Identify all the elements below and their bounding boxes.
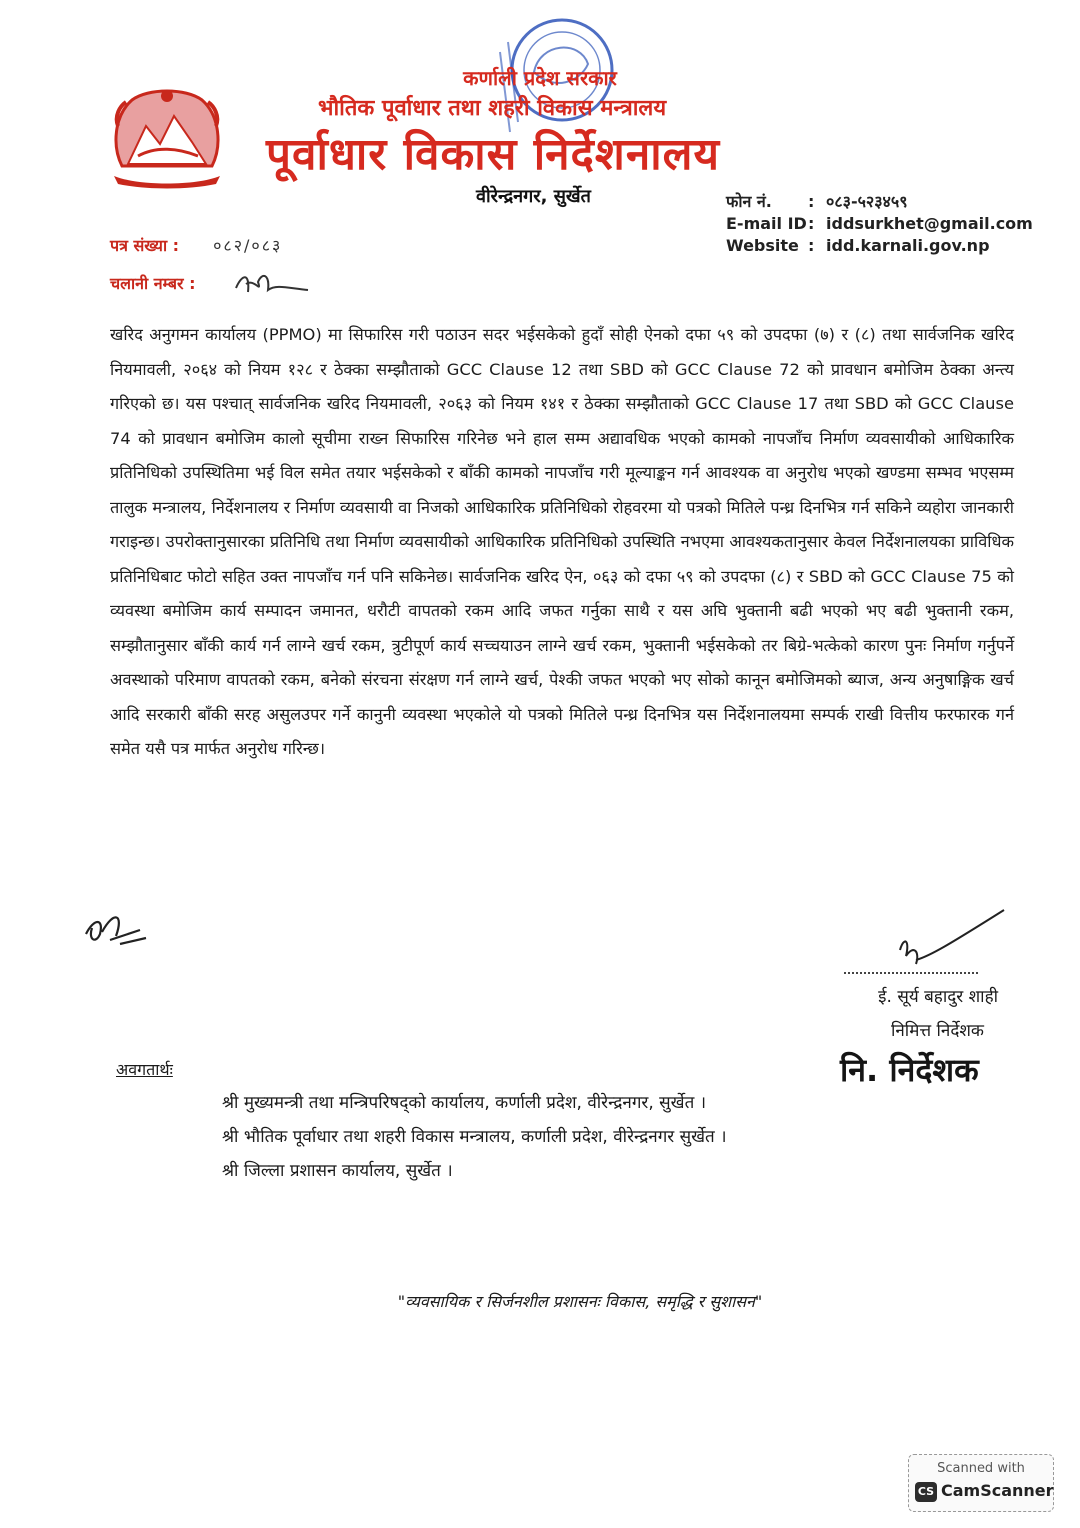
email-label: E-mail ID [726,214,807,233]
handwritten-dispatch-number [232,264,312,300]
signer-title: निमित्त निर्देशक [890,1021,984,1041]
dispatch-number-label: चलानी नम्बर : [110,274,196,293]
signature-scribble [880,900,1010,975]
website-line: Website : idd.karnali.gov.np [726,236,990,255]
phone-value: ०८३-५२३४५९ [826,192,908,211]
signer-name: ई. सूर्य बहादुर शाही [878,987,998,1007]
letter-number [110,234,282,256]
government-name: कर्णाली प्रदेश सरकार [463,66,617,90]
website-label: Website [726,236,799,255]
dispatch-number [110,272,195,294]
website-value: idd.karnali.gov.np [826,236,990,255]
letter-number-label: पत्र संख्या : [110,236,180,255]
cc-recipient: श्री मुख्यमन्त्री तथा मन्त्रिपरिषद्को कार्यालय, कर्णाली प्रदेश, वीरेन्द्रनगर, सुर्खेत । [222,1093,707,1113]
scanner-brand [915,1481,1054,1502]
footer-motto: "व्यवसायिक र सिर्जनशील प्रशासनः विकास, समृद्धि र सुशासन" [397,1292,763,1311]
email-line: E-mail ID: iddsurkhet@gmail.com [726,214,1033,233]
cc-label: अवगतार्थः [116,1060,173,1079]
letter-body: खरिद अनुगमन कार्यालय (PPMO) मा सिफारिस गरी पठाउन सदर भईसकेको हुदाँ सोही ऐनको दफा ५९ को उपदफा (७) र (८) तथा सार्वजनिक खरिद नियमावली, २०६४ को नियम १२८ र ठेक्का सम्झौताको GCC Clause 12 तथा SBD को GCC Clause 72 को प्रावधान बमोजिम ठेक्का अन्त्य गरिएको छ। यस पश्चात् सार्वजनिक खरिद नियमावली, २०६३ को नियम १४१ र ठेक्का सम्झौताको GCC Clause 17 तथा SBD को GCC Clause 74 को प्रावधान बमोजिम कालो सूचीमा राख्न सिफारिस गरिनेछ भने हाल सम्म अद्यावधिक भएको कामको नापजाँच निर्माण व्यवसायीको आधिकारिक प्रतिनिधिको उपस्थितिमा भई विल समेत तयार भईसकेको र बाँकी कामको नापजाँच गरी मूल्याङ्कन गर्न आवश्यक वा अनुरोध भएको खण्डमा सम्भव भएसम्म तालुक मन्त्रालय, निर्देशनालय र निर्माण व्यवसायी वा निजको आधिकारिक प्रतिनिधिको रोहवरमा यो पत्रको मितिले पन्ध्र दिनभित्र गर्न सकिने व्यहोरा जानकारी गराइन्छ। उपरोक्तानुसारका प्रतिनिधि तथा निर्माण व्यवसायीको आधिकारिक प्रतिनिधिको उपस्थिति नभएमा आवश्यकतानुसार केवल निर्देशनालयका प्राविधिक प्रतिनिधिबाट फोटो सहित उक्त नापजाँच गर्न पनि सकिनेछ। सार्वजनिक खरिद ऐन, ०६३ को दफा ५९ को उपदफा (८) र SBD को GCC Clause 75 को व्यवस्था बमोजिम कार्य सम्पादन जमानत, धरौटी वापतको रकम आदि जफत गर्नुका साथै र यस अघि भुक्तानी बढी भएको भए बढी भुक्तानी रकम, सम्झौतानुसार बाँकी कार्य गर्न लाग्ने खर्च रकम, त्रुटीपूर्ण कार्य सच्चयाउन लाग्ने खर्च रकम, भुक्तानी भईसकेको तर बिग्रे-भत्केको कारण पुनः निर्माण गर्नुपर्ने अवस्थाको परिमाण वापतको रकम, बनेको संरचना संरक्षण गर्न लाग्ने खर्च, पेश्की जफत भएको भए सोको कानून बमोजिमको ब्याज, अन्य अनुषाङ्गिक खर्च आदि सरकारी बाँकी सरह असुलउपर गर्ने कानुनी व्यवस्था भएकोले यो पत्रको मितिले पन्ध्र दिनभित्र यस निर्देशनालयमा सम्पर्क राखी वित्तीय फरफारक गर्न समेत यसै पत्र मार्फत अनुरोध गरिन्छ। [110,325,1014,758]
nepal-emblem-icon [108,86,226,190]
scanner-brand-name: CamScanner [941,1481,1054,1500]
office-address: वीरेन्द्रनगर, सुर्खेत [476,186,591,207]
cc-recipient: श्री जिल्ला प्रशासन कार्यालय, सुर्खेत । [222,1161,453,1181]
camscanner-badge [908,1454,1054,1512]
phone-line: फोन नं. : ०८३-५२३४५९ [726,192,908,211]
handwritten-initials [80,904,152,954]
signature-line [844,972,978,974]
email-value: iddsurkhet@gmail.com [826,214,1033,233]
ministry-name: भौतिक पूर्वाधार तथा शहरी विकास मन्त्रालय [318,96,667,121]
department-name: पूर्वाधार विकास निर्देशनालय [266,129,720,180]
camscanner-logo-icon: CS [915,1482,937,1502]
scanner-caption: Scanned with [937,1461,1025,1476]
phone-label: फोन नं. [726,192,772,211]
designation-stamp: नि. निर्देशक [840,1051,979,1089]
letter-number-value: ०८२/०८३ [213,236,283,255]
cc-recipient: श्री भौतिक पूर्वाधार तथा शहरी विकास मन्त्रालय, कर्णाली प्रदेश, वीरेन्द्रनगर सुर्खेत । [222,1127,727,1147]
